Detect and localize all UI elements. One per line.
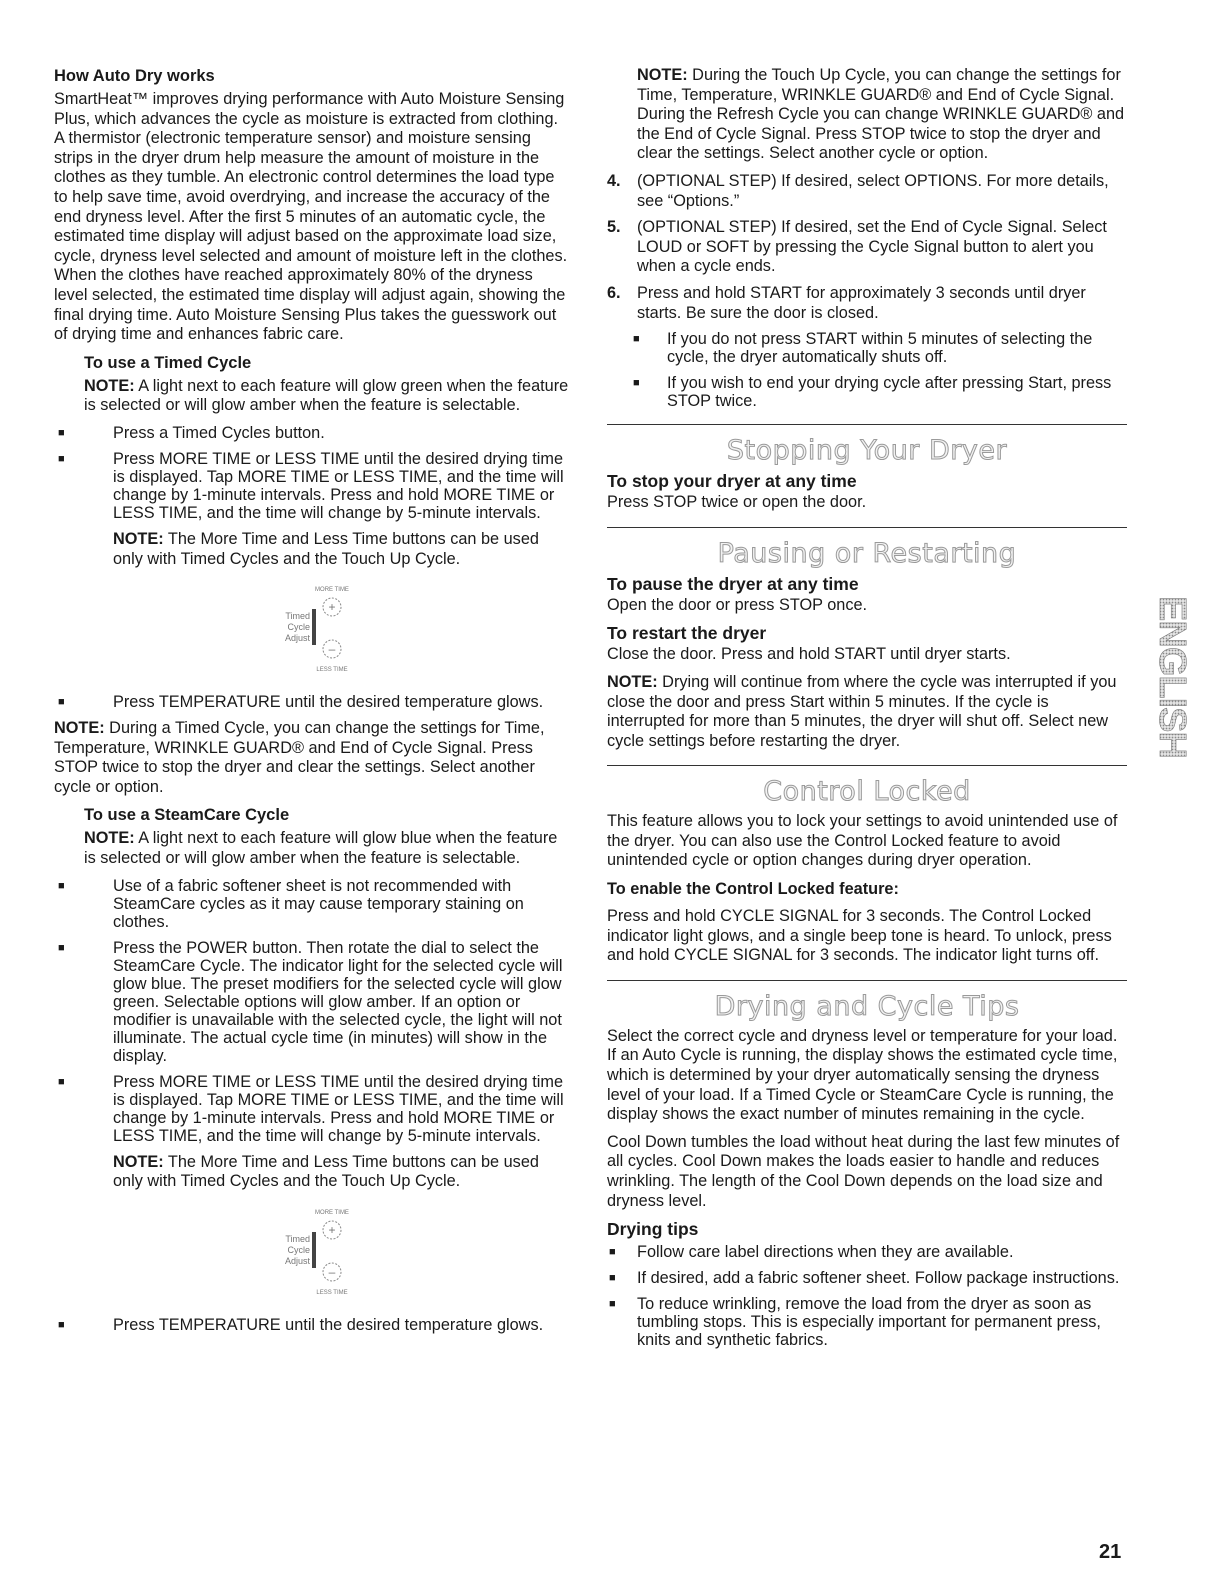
stopping-section-title: Stopping Your Dryer xyxy=(726,435,1008,467)
diagram-label-timed: Timed xyxy=(285,1233,310,1244)
steam-inner-note-block xyxy=(54,1153,570,1192)
steamcare-heading: To use a SteamCare Cycle xyxy=(84,806,290,825)
section-divider xyxy=(607,527,1127,528)
page-number: 21 xyxy=(1099,1541,1122,1563)
timed-after-note xyxy=(54,719,570,797)
restart-heading: To restart the dryer xyxy=(607,623,767,644)
steamcare-note xyxy=(84,829,570,868)
steam-temp-bullets xyxy=(54,1316,570,1334)
tips-section-title: Drying and Cycle Tips xyxy=(714,990,1020,1022)
step-item xyxy=(607,284,1127,323)
list-item: ■ If you wish to end your drying cycle after pressing Start, press STOP twice. xyxy=(607,374,1127,410)
note-label: NOTE: xyxy=(54,719,105,738)
tips-text-1: Select the correct cycle and dryness level or temperature for your load. If an Auto Cycle is running, the display shows the estimated cycle time, which is determined by your dryer automatically sensing the dryness level of your load. If a Timed Cycle or SteamCare Cycle is running, the display shows the exact number of minutes remaining in the cycle. xyxy=(607,1026,1118,1124)
steamcare-cycle-adjust-diagram xyxy=(54,1200,570,1310)
step-number: 4. xyxy=(607,171,621,190)
list-item: ■ Press the POWER button. Then rotate the dial to select the SteamCare Cycle. The indicator light for the selected cycle will glow blue. The preset modifiers for the selected cycle will glow green. Selectable options will glow amber. If an option or modifier is unavailable with the selected cycle, the light will not illuminate. The actual cycle time (in minutes) will show in the display. xyxy=(54,939,570,1065)
diagram-label-timed: Timed xyxy=(285,611,310,622)
timed-inner-note-block xyxy=(54,530,570,569)
note-label: NOTE: xyxy=(607,672,658,691)
step-text: (OPTIONAL STEP) If desired, set the End of Cycle Signal. Select LOUD or SOFT by pressing the Cycle Signal button to alert you when a cycle ends. xyxy=(637,218,1107,276)
step-number: 6. xyxy=(607,283,621,302)
list-item: ■ Press a Timed Cycles button. xyxy=(54,424,570,442)
indicator-bar xyxy=(312,609,316,645)
touchup-note xyxy=(637,66,1127,164)
note-text: The More Time and Less Time buttons can be used only with Timed Cycles and the Touch Up Cycle. xyxy=(113,1152,539,1191)
list-item: ■ Use of a fabric softener sheet is not recommended with SteamCare cycles as it may cause temporary staining on clothes. xyxy=(54,877,570,931)
note-label: NOTE: xyxy=(84,829,135,848)
timed-temp-bullets xyxy=(54,693,570,711)
steamcare-bullets xyxy=(54,877,570,1145)
auto-dry-text: SmartHeat™ improves drying performance with Auto Moisture Sensing Plus, which advances the cycle as moisture is extracted from clothing. A thermistor (electronic temperature sensor) and moisture sensing strips in the dryer drum help measure the amount of moisture in the clothes as they tumble. An electronic control determines the load type to help save time, avoid overdrying, and increase the accuracy of the end dryness level. After the first 5 minutes of an automatic cycle, the estimated time display will adjust based on the approximate load size, cycle, dryness level selected and amount of moisture left in the clothes. When the clothes have reached approximately 80% of the dryness level selected, the estimated time display will adjust again, showing the final drying time. Auto Moisture Sensing Plus takes the guesswork out of drying time and enhances fabric care. xyxy=(54,90,568,344)
start-bullets xyxy=(607,330,1127,410)
list-item: ■ If you do not press START within 5 minutes of selecting the cycle, the dryer automatically shuts off. xyxy=(607,330,1127,366)
step-text: Press and hold START for approximately 3 seconds until dryer starts. Be sure the door is closed. xyxy=(637,283,1086,322)
list-item: ■ If desired, add a fabric softener sheet. Follow package instructions. xyxy=(607,1269,1127,1287)
diagram-less-time-label: LESS TIME xyxy=(316,1289,348,1296)
pause-heading: To pause the dryer at any time xyxy=(607,573,859,594)
locked-text: This feature allows you to lock your settings to avoid unintended use of the dryer. You can also use the Control Locked feature to avoid unintended cycle or option changes during dryer operation. xyxy=(607,812,1118,870)
minus-icon: – xyxy=(328,1264,336,1279)
diagram-label-cycle: Cycle xyxy=(287,1244,310,1255)
side-tab-label: ENGLISH xyxy=(1150,596,1193,758)
locked-enable-text: Press and hold CYCLE SIGNAL for 3 seconds. The Control Locked indicator light glows, and a single beep tone is heard. To unlock, press and hold CYCLE SIGNAL for 3 seconds. The indicator light turns off. xyxy=(607,907,1112,965)
list-item: ■ Press TEMPERATURE until the desired temperature glows. xyxy=(54,1316,570,1334)
tips-text-2: Cool Down tumbles the load without heat during the last few minutes of all cycles. Cool Down makes the loads easier to handle and reduces wrinkling. The length of the Cool Down depends on the load size and dryness level. xyxy=(607,1132,1120,1210)
more-less-time-buttons-illustration xyxy=(264,1200,374,1310)
auto-dry-heading: How Auto Dry works xyxy=(54,67,215,85)
note-label: NOTE: xyxy=(113,1152,164,1171)
note-label: NOTE: xyxy=(113,529,164,548)
restart-text: Close the door. Press and hold START until dryer starts. xyxy=(607,645,1011,664)
english-tab-graphic xyxy=(1150,568,1193,786)
steam-inner-note xyxy=(113,1153,570,1192)
diagram-label-adjust: Adjust xyxy=(284,633,310,644)
diagram-label-cycle: Cycle xyxy=(287,622,310,633)
diagram-more-time-label: MORE TIME xyxy=(315,1209,349,1216)
stop-heading: To stop your dryer at any time xyxy=(607,471,857,492)
stop-text: Press STOP twice or open the door. xyxy=(607,493,867,512)
drying-tips-heading: Drying tips xyxy=(607,1219,699,1240)
note-label: NOTE: xyxy=(84,376,135,395)
timed-cycle-adjust-diagram xyxy=(54,577,570,687)
step-text: (OPTIONAL STEP) If desired, select OPTIONS. For more details, see “Options.” xyxy=(637,171,1109,210)
right-column xyxy=(607,66,1127,1357)
timed-cycle-heading: To use a Timed Cycle xyxy=(84,353,252,372)
minus-icon: – xyxy=(328,642,336,657)
plus-icon: + xyxy=(328,1222,336,1237)
plus-icon: + xyxy=(328,600,336,615)
language-side-tab xyxy=(1150,568,1193,786)
list-item: ■ Follow care label directions when they are available. xyxy=(607,1243,1127,1261)
section-divider xyxy=(607,424,1127,425)
restart-note xyxy=(607,673,1127,751)
step-item xyxy=(607,218,1127,277)
locked-enable-heading: To enable the Control Locked feature: xyxy=(607,880,899,899)
step-number: 5. xyxy=(607,218,621,237)
note-text: During the Touch Up Cycle, you can change the settings for Time, Temperature, WRINKLE GUARD® and End of Cycle Signal. During the Refresh Cycle you can change WRINKLE GUARD® and the End of Cycle Signal. Press STOP twice to stop the dryer and clear the settings. Select another cycle or option. xyxy=(637,66,1125,163)
note-label: NOTE: xyxy=(637,66,688,84)
list-item: ■ To reduce wrinkling, remove the load from the dryer as soon as tumbling stops. This is especially important for permanent press, knits and synthetic fabrics. xyxy=(607,1295,1127,1349)
note-text: The More Time and Less Time buttons can be used only with Timed Cycles and the Touch Up Cycle. xyxy=(113,529,539,568)
pausing-section-title: Pausing or Restarting xyxy=(717,537,1017,569)
note-text: During a Timed Cycle, you can change the settings for Time, Temperature, WRINKLE GUARD® and End of Cycle Signal. Press STOP twice to stop the dryer and clear the settings. Select another cycle or option. xyxy=(54,719,545,796)
more-less-time-buttons-illustration xyxy=(264,577,374,687)
diagram-less-time-label: LESS TIME xyxy=(316,667,348,674)
drying-tips-list xyxy=(607,1243,1127,1349)
control-locked-section-title: Control Locked xyxy=(763,776,971,808)
list-item: ■ Press MORE TIME or LESS TIME until the desired drying time is displayed. Tap MORE TIME or LESS TIME, and the time will change by 1-minute intervals. Press and hold MORE TIME or LESS TIME, and the time will change by 5-minute intervals. xyxy=(54,1073,570,1145)
indicator-bar xyxy=(312,1232,316,1268)
diagram-label-adjust: Adjust xyxy=(284,1255,310,1266)
touchup-note-block xyxy=(637,66,1127,164)
section-divider xyxy=(607,765,1127,766)
diagram-more-time-label: MORE TIME xyxy=(315,587,349,594)
pause-text: Open the door or press STOP once. xyxy=(607,595,868,614)
note-text: A light next to each feature will glow blue when the feature is selected or will glow amber when the feature is selectable. xyxy=(84,829,558,868)
step-item xyxy=(607,172,1127,211)
section-divider xyxy=(607,980,1127,981)
timed-bullets xyxy=(54,424,570,522)
left-column xyxy=(54,66,570,1342)
timed-note xyxy=(84,377,570,416)
list-item: ■ Press TEMPERATURE until the desired temperature glows. xyxy=(54,693,570,711)
note-text: A light next to each feature will glow green when the feature is selected or will glow amber when the feature is selectable. xyxy=(84,376,569,415)
note-text: Drying will continue from where the cycle was interrupted if you close the door and press Start within 5 minutes. If the cycle is interrupted for more than 5 minutes, the dryer will shut off. Select new cycle settings before restarting the dryer. xyxy=(607,672,1117,750)
timed-inner-note xyxy=(113,530,570,569)
list-item: ■ Press MORE TIME or LESS TIME until the desired drying time is displayed. Tap MORE TIME or LESS TIME, and the time will change by 1-minute intervals. Press and hold MORE TIME or LESS TIME, and the time will change by 5-minute intervals. xyxy=(54,450,570,522)
steps-list xyxy=(607,172,1127,323)
